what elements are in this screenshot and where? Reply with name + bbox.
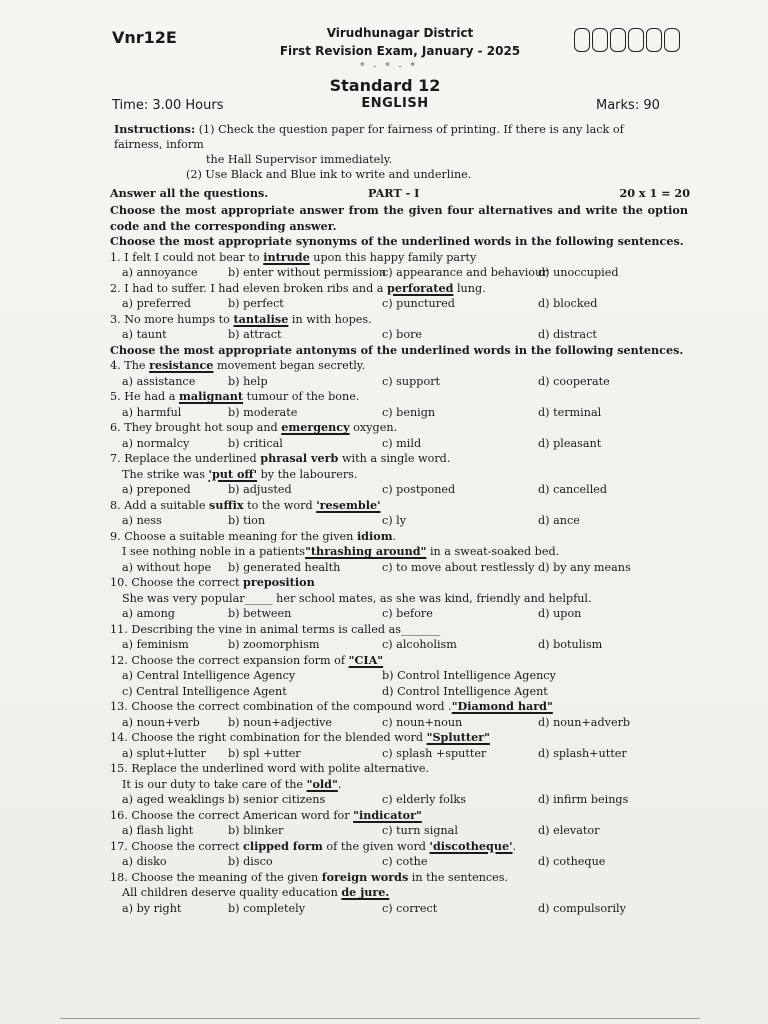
question-text: 4. The <box>110 359 150 372</box>
bold-term: foreign words <box>321 869 409 884</box>
option: a) disko <box>122 855 167 868</box>
question-text: 15. Replace the underlined word with polite alternative. <box>110 762 430 775</box>
question-text: . <box>448 700 452 713</box>
question-text: oxygen. <box>349 421 398 434</box>
option: c) appearance and behaviour <box>382 266 548 279</box>
separator-stars: * - * - * <box>360 62 419 72</box>
part-marks: 20 x 1 = 20 <box>619 186 690 200</box>
sentence-text: She was very popular_____ her school mates, as she was kind, friendly and helpful. <box>122 591 592 605</box>
options-row <box>110 606 690 622</box>
option: b) moderate <box>228 405 298 419</box>
question-text: in the sentences. <box>408 870 509 884</box>
question-text: to the word <box>243 498 317 512</box>
option: a) annoyance <box>122 266 198 279</box>
question-stem <box>110 699 690 715</box>
instructions-label: Instructions: <box>114 122 196 136</box>
part-label: PART - I <box>368 186 420 200</box>
part-header <box>110 186 690 203</box>
question-text: 10. Choose the correct <box>110 576 244 589</box>
option: b) senior citizens <box>228 793 326 806</box>
options-row <box>110 265 690 281</box>
question-stem <box>110 529 690 545</box>
bold-term: phrasal verb <box>260 451 339 465</box>
options-row <box>110 901 690 917</box>
options-row <box>110 792 690 808</box>
option: a) aged weaklings <box>122 793 225 806</box>
option: d) botulism <box>538 638 603 651</box>
option: b) Control Intelligence Agency <box>382 669 556 682</box>
underlined-word: "indicator" <box>353 807 422 822</box>
option: a) preponed <box>122 483 191 496</box>
option: d) ance <box>538 514 580 527</box>
question-stem <box>110 622 690 638</box>
option: c) ly <box>382 514 407 527</box>
bold-term: preposition <box>243 575 315 589</box>
sentence-text: The strike was <box>122 467 209 481</box>
antonyms-heading: Choose the most appropriate antonyms of the underlined words in the following sentences. <box>110 342 684 357</box>
question-text: 17. Choose the correct <box>110 839 244 853</box>
instructions <box>114 122 674 182</box>
option: b) attract <box>228 328 282 341</box>
question-text: . <box>512 839 517 853</box>
question-sentence <box>110 544 690 560</box>
options-row <box>110 374 690 390</box>
option: d) elevator <box>538 824 600 837</box>
sentence-text: . <box>337 777 342 791</box>
instruction-line: (2) Use Black and Blue ink to write and underline. <box>186 168 472 181</box>
question-text: lung. <box>453 281 486 295</box>
option: c) correct <box>382 901 438 915</box>
option: b) tion <box>228 514 266 527</box>
option: a) splut+lutter <box>122 746 206 760</box>
question-text: 5. He had a <box>110 390 179 403</box>
option: d) by any means <box>538 560 631 574</box>
question-text: 11. Describing the vine in animal terms is called as_______ <box>110 622 441 636</box>
question-stem <box>110 389 690 405</box>
underlined-word: resistance <box>149 358 214 372</box>
underlined-word: tantalise <box>233 311 289 326</box>
question-text: 6. They brought hot soup and <box>110 421 282 434</box>
question-sentence <box>110 777 690 793</box>
option: a) among <box>122 607 175 620</box>
question-stem <box>110 312 690 328</box>
option: a) preferred <box>122 297 191 310</box>
question-sentence <box>110 591 690 607</box>
option: b) between <box>228 607 292 620</box>
options-row <box>110 668 690 684</box>
option: b) perfect <box>228 297 284 310</box>
option: a) assistance <box>122 374 196 388</box>
underlined-word: intrude <box>263 249 310 264</box>
bold-term: clipped form <box>243 838 323 853</box>
option: d) cooperate <box>538 374 610 388</box>
instruction-line: the Hall Supervisor immediately. <box>206 153 393 166</box>
option: d) infirm beings <box>538 793 629 806</box>
underlined-word: "thrashing around" <box>305 544 427 558</box>
question-text: with a single word. <box>338 452 451 465</box>
option: d) noun+adverb <box>538 715 631 729</box>
question-stem <box>110 839 690 855</box>
bold-term: idiom <box>356 528 393 543</box>
option: b) disco <box>228 855 273 868</box>
underlined-word: malignant <box>178 389 244 403</box>
option: b) enter without permission <box>228 266 387 279</box>
paper-code: Vnr12E <box>112 28 177 47</box>
subject-title: ENGLISH <box>361 96 429 111</box>
question-stem <box>110 498 690 514</box>
option: d) blocked <box>538 297 598 310</box>
question-text: 8. Add a suitable <box>110 498 210 512</box>
options-row <box>110 746 690 762</box>
question-text: 18. Choose the meaning of the given <box>110 870 322 884</box>
option: c) support <box>382 374 441 388</box>
options-row <box>110 405 690 421</box>
instruction-line: (1) Check the question paper for fairness of printing. If there is any lack of fairness, inform <box>114 123 624 151</box>
question-stem <box>110 808 690 824</box>
option: c) before <box>382 607 433 620</box>
option: a) ness <box>122 514 162 527</box>
district-name: Virudhunagar District <box>326 26 474 40</box>
question-text: in with hopes. <box>288 312 372 326</box>
underlined-word: "Diamond hard" <box>451 699 553 713</box>
option: a) normalcy <box>122 436 190 450</box>
options-row <box>110 296 690 312</box>
option: d) pleasant <box>538 436 602 450</box>
underlined-word: emergency <box>281 420 350 434</box>
option: c) elderly folks <box>382 793 466 806</box>
directive: Choose the most appropriate answer from the given four alternatives and write the option code and the corresponding answer. <box>110 203 688 233</box>
underlined-word: "old" <box>306 776 338 791</box>
option: c) Central Intelligence Agent <box>122 684 287 698</box>
option: d) cancelled <box>538 483 608 496</box>
options-row <box>110 513 690 529</box>
page-bottom-rule <box>60 1018 700 1019</box>
options-row <box>110 482 690 498</box>
option: b) noun+adjective <box>228 715 333 729</box>
sentence-text: in a sweat-soaked bed. <box>426 545 560 558</box>
question-stem <box>110 420 690 436</box>
synonym-questions <box>110 250 690 343</box>
options-row <box>110 436 690 452</box>
question-text: 16. Choose the correct American word for <box>110 808 354 822</box>
question-stem <box>110 870 690 886</box>
option: a) Central Intelligence Agency <box>122 669 296 682</box>
register-box <box>610 28 626 52</box>
option: a) feminism <box>122 638 189 651</box>
underlined-word: 'discotheque' <box>429 838 513 853</box>
option: b) adjusted <box>228 483 292 496</box>
question-stem <box>110 730 690 746</box>
option: c) postponed <box>382 483 456 496</box>
question-text: 1. I felt I could not bear to <box>110 250 264 264</box>
sentence-text: I see nothing noble in a patients <box>122 545 306 558</box>
question-stem <box>110 250 690 266</box>
sentence-text: by the labourers. <box>257 467 358 481</box>
question-stem <box>110 281 690 297</box>
marks-label: Marks: 90 <box>596 98 660 113</box>
register-box <box>592 28 608 52</box>
option: b) help <box>228 374 268 388</box>
option: b) blinker <box>228 824 284 837</box>
question-text: 12. Choose the correct expansion form of <box>110 653 349 667</box>
option: d) upon <box>538 607 582 620</box>
option: c) bore <box>382 328 423 341</box>
register-box <box>574 28 590 52</box>
register-box <box>628 28 644 52</box>
option: c) punctured <box>382 297 455 310</box>
sentence-text: It is our duty to take care of the <box>122 777 307 791</box>
option: d) cotheque <box>538 855 606 868</box>
question-text: . <box>392 529 397 543</box>
options-row <box>110 560 690 576</box>
bold-term: suffix <box>209 497 244 512</box>
question-sentence <box>110 467 690 483</box>
option: d) distract <box>538 328 597 341</box>
synonyms-heading: Choose the most appropriate synonyms of the underlined words in the following sentences. <box>110 234 684 248</box>
question-text: upon this happy family party <box>309 250 477 264</box>
option: a) taunt <box>122 328 167 341</box>
question-text: 14. Choose the right combination for the blended word <box>110 731 427 744</box>
underlined-word: 'resemble' <box>316 497 381 512</box>
option: b) spl +utter <box>228 746 301 760</box>
answer-all-label: Answer all the questions. <box>110 186 269 200</box>
option: b) generated health <box>228 560 341 574</box>
standard-title: Standard 12 <box>329 76 441 95</box>
option: c) mild <box>382 436 422 450</box>
option: c) benign <box>382 405 436 419</box>
register-box <box>664 28 680 52</box>
underlined-word: perforated <box>387 280 454 295</box>
question-text: movement began secretly. <box>213 359 366 372</box>
options-row <box>110 684 690 700</box>
option: a) without hope <box>122 560 212 574</box>
options-row <box>110 637 690 653</box>
option: d) splash+utter <box>538 746 627 760</box>
question-sentence <box>110 885 690 901</box>
question-text: 13. Choose the correct combination of the compound word <box>110 700 449 713</box>
questions-area <box>110 186 690 916</box>
option: d) terminal <box>538 405 602 419</box>
option: c) turn signal <box>382 824 458 837</box>
question-stem <box>110 653 690 669</box>
underlined-word: 'put off' <box>208 466 258 481</box>
exam-title: First Revision Exam, January - 2025 <box>279 44 521 58</box>
option: c) alcoholism <box>382 638 457 651</box>
option: d) Control Intelligence Agent <box>382 684 548 698</box>
option: a) by right <box>122 901 182 915</box>
question-stem <box>110 451 690 467</box>
option: b) completely <box>228 901 306 915</box>
question-text: 2. I had to suffer. I had eleven broken ribs and a <box>110 281 388 295</box>
question-text: 3. No more humps to <box>110 312 234 326</box>
option: b) critical <box>228 436 283 450</box>
options-row <box>110 715 690 731</box>
underlined-word: "Splutter" <box>426 730 490 744</box>
underlined-word: de jure. <box>341 885 390 899</box>
options-row <box>110 854 690 870</box>
underlined-word: "CIA" <box>348 652 384 667</box>
question-text: of the given word <box>322 839 430 853</box>
question-text: 9. Choose a suitable meaning for the given <box>110 529 357 543</box>
option: a) flash light <box>122 824 194 837</box>
question-stem <box>110 358 690 374</box>
question-stem <box>110 575 690 591</box>
sentence-text: All children deserve quality education <box>122 886 342 899</box>
other-questions <box>110 358 690 916</box>
question-stem <box>110 761 690 777</box>
option: d) unoccupied <box>538 266 619 279</box>
question-text: 7. Replace the underlined <box>110 452 261 465</box>
time-label: Time: 3.00 Hours <box>112 98 224 113</box>
option: c) to move about restlessly <box>382 560 535 574</box>
option: a) harmful <box>122 405 182 419</box>
options-row <box>110 823 690 839</box>
option: b) zoomorphism <box>228 638 320 651</box>
option: c) noun+noun <box>382 715 463 729</box>
register-box <box>646 28 662 52</box>
option: d) compulsorily <box>538 901 626 915</box>
option: c) cothe <box>382 855 428 868</box>
question-text: tumour of the bone. <box>243 390 360 403</box>
options-row <box>110 327 690 343</box>
option: a) noun+verb <box>122 715 200 729</box>
register-number-boxes <box>574 28 680 52</box>
option: c) splash +sputter <box>382 746 487 760</box>
